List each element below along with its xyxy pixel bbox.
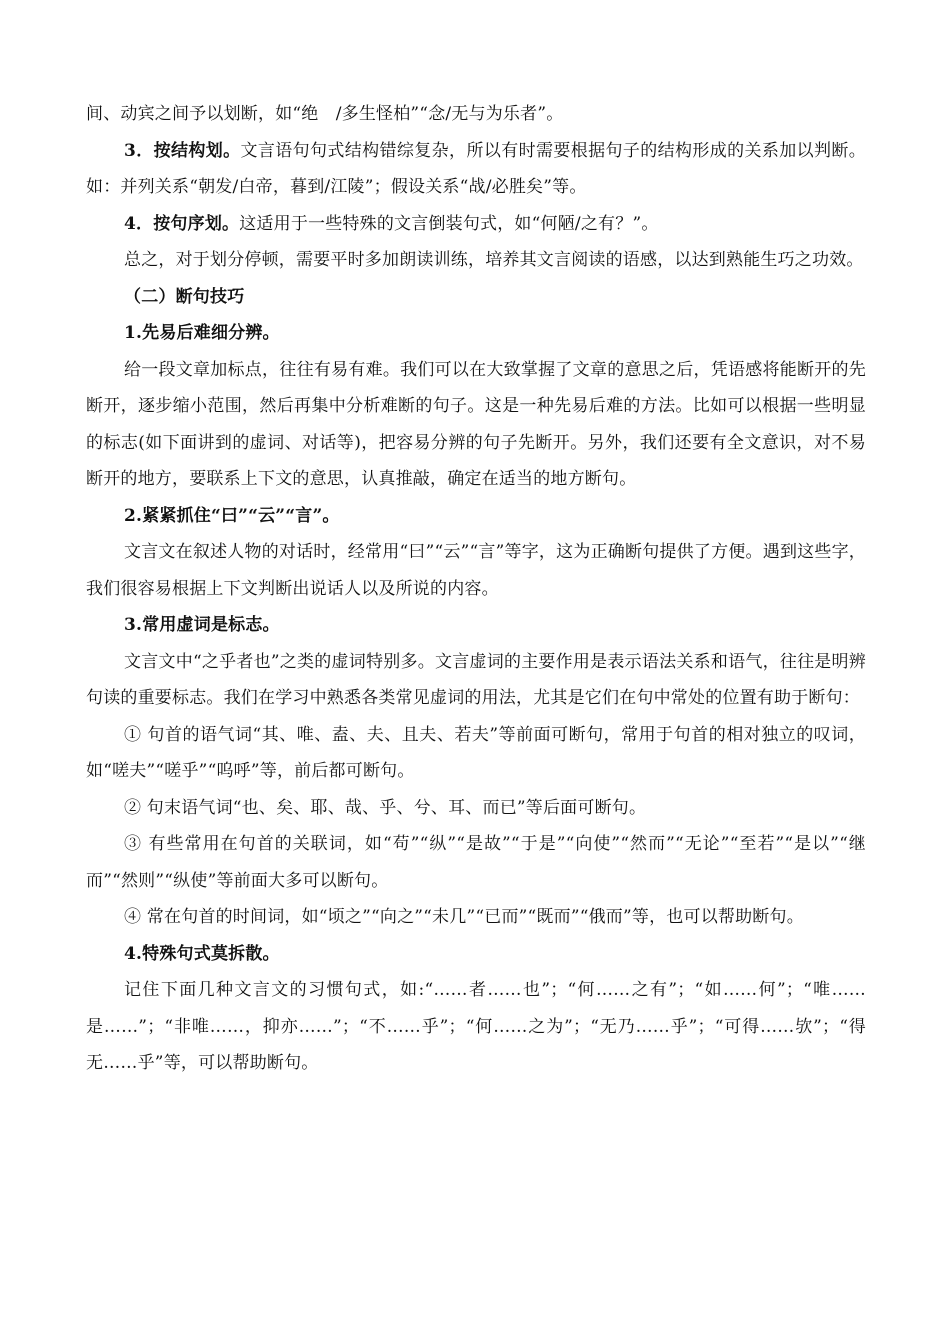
paragraph — [86, 242, 866, 279]
paragraph — [86, 826, 866, 899]
section-heading — [86, 498, 866, 535]
paragraph — [86, 96, 866, 133]
bold-run: 3．按结构划。 — [124, 140, 241, 161]
paragraph — [86, 352, 866, 498]
text-run: ② 句末语气词“也、矣、耶、哉、乎、兮、耳、而已”等后面可断句。 — [124, 797, 647, 818]
text-run: 记住下面几种文言文的习惯句式，如:“……者……也”；“何……之有”；“如……何”；“唯……是……”；“非唯……，抑亦……”；“不……乎”；“何……之为”；“无乃……乎”；“可得……欤”；“得无……乎”等，可以帮助断句。 — [86, 980, 866, 1073]
paragraph — [86, 899, 866, 936]
paragraph — [86, 644, 866, 717]
paragraph — [86, 206, 866, 243]
bold-run: 4.特殊句式莫拆散。 — [124, 943, 280, 964]
bold-run: 3.常用虚词是标志。 — [124, 615, 280, 635]
text-run: 总之，对于划分停顿，需要平时多加朗读训练，培养其文言阅读的语感，以达到熟能生巧之功效。 — [124, 250, 864, 270]
text-run: 文言文在叙述人物的对话时，经常用“曰”“云”“言”等字，这为正确断句提供了方便。遇到这些字，我们很容易根据上下文判断出说话人以及所说的内容。 — [86, 542, 866, 599]
paragraph — [86, 790, 866, 827]
text-run: 间、动宾之间予以划断，如“绝 /多生怪柏”“念/无与为乐者”。 — [86, 104, 564, 124]
document-body — [86, 96, 866, 1082]
section-heading — [86, 936, 866, 973]
text-run: ④ 常在句首的时间词，如“顷之”“向之”“未几”“已而”“既而”“俄而”等，也可以帮助断句。 — [124, 907, 804, 927]
paragraph — [86, 972, 866, 1082]
text-run: 文言文中“之乎者也”之类的虚词特别多。文言虚词的主要作用是表示语法关系和语气，往往是明辨句读的重要标志。我们在学习中熟悉各类常见虚词的用法，尤其是它们在句中常处的位置有助于断句： — [86, 651, 866, 708]
text-run: ① 句首的语气词“其、唯、盍、夫、且夫、若夫”等前面可断句，常用于句首的相对独立的叹词，如“嗟夫”“嗟乎”“呜呼”等，前后都可断句。 — [86, 724, 866, 781]
bold-run: （二）断句技巧 — [124, 286, 245, 307]
bold-run: 4．按句序划。 — [124, 213, 240, 234]
bold-run: 1.先易后难细分辨。 — [124, 323, 280, 343]
paragraph — [86, 534, 866, 607]
text-run: 给一段文章加标点，往往有易有难。我们可以在大致掌握了文章的意思之后，凭语感将能断开的先断开，逐步缩小范围，然后再集中分析难断的句子。这是一种先易后难的方法。比如可以根据一些明显的标志(如下面讲到的虚词、对话等)，把容易分辨的句子先断开。另外，我们还要有全文意识，对不易断开的地方，要联系上下文的意思，认真推敲，确定在适当的地方断句。 — [86, 359, 866, 489]
bold-run: 2.紧紧抓住“曰”“云”“言”。 — [124, 505, 340, 526]
text-run: 这适用于一些特殊的文言倒装句式，如“何陋/之有？”。 — [239, 213, 659, 234]
section-heading — [86, 315, 866, 352]
text-run: 文言语句句式结构错综复杂，所以有时需要根据句子的结构形成的关系加以判断。如：并列关系“朝发/白帝，暮到/江陵”；假设关系“战/必胜矣”等。 — [86, 140, 867, 197]
text-run: ③ 有些常用在句首的关联词，如“苟”“纵”“是故”“于是”“向使”“然而”“无论”“至若”“是以”“继而”“然则”“纵使”等前面大多可以断句。 — [86, 834, 866, 891]
paragraph — [86, 717, 866, 790]
paragraph — [86, 133, 866, 206]
section-heading — [86, 607, 866, 644]
section-heading — [86, 279, 866, 316]
